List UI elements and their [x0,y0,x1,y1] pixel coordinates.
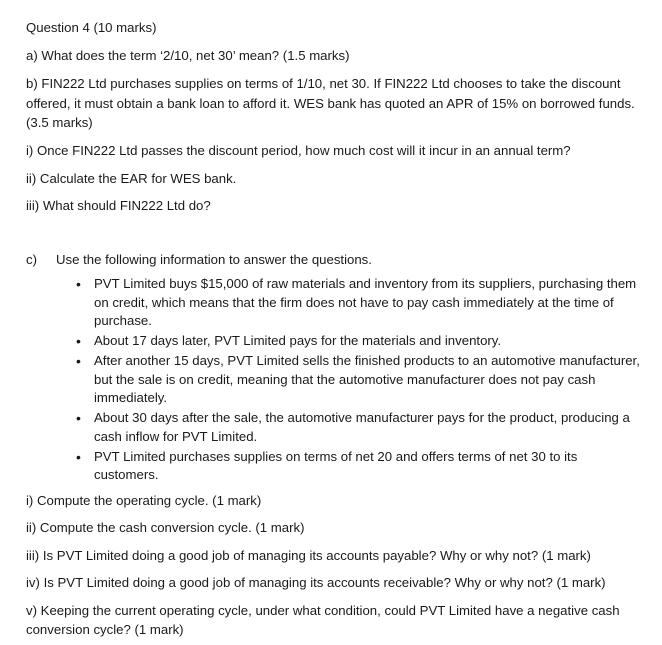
part-c-item-v: v) Keeping the current operating cycle, under what condition, could PVT Limited have a negative cash conversion cycle? (1 mark) [26,602,620,637]
part-c-item-iv: iv) Is PVT Limited doing a good job of managing its accounts receivable? Why or why not? (1 mark) [26,575,606,590]
part-c-item-i: i) Compute the operating cycle. (1 mark) [26,492,262,508]
part-c-questions [26,491,640,640]
part-c-bullet-list [26,275,640,485]
bullet-icon: • [76,448,81,465]
bullet-icon: • [76,353,81,369]
section-spacer [26,224,640,250]
bullet-icon: • [76,410,81,426]
list-item [76,409,640,446]
question-part-b: b) FIN222 Ltd purchases supplies on terms of 1/10, net 30. If FIN222 Ltd chooses to take the discount offered, it must obtain a bank loan to afford it. WES bank has quoted an APR of 15% on borrowed funds. (3.5 marks) [26,76,635,130]
list-item-text: PVT Limited purchases supplies on terms of net 20 and offers terms of net 30 to its customers. [94,448,578,482]
part-b-item-i: i) Once FIN222 Ltd passes the discount period, how much cost will it incur in an annual term? [26,143,571,158]
part-c-item-ii: ii) Compute the cash conversion cycle. (1 mark) [26,520,305,535]
part-c-label: c) [26,251,37,267]
part-b-item-iii: iii) What should FIN222 Ltd do? [26,198,211,213]
list-item-text: PVT Limited buys $15,000 of raw materials and inventory from its suppliers, purchasing them on credit, which means that the firm does not have to pay cash immediately at the time of purchase. [94,276,637,328]
question-part-a: a) What does the term ‘2/10, net 30’ mean? (1.5 marks) [26,48,350,63]
question-heading: Question 4 (10 marks) [26,20,157,35]
list-item-text: About 17 days later, PVT Limited pays for the materials and inventory. [94,333,502,348]
list-item [76,448,640,485]
bullet-icon: • [76,333,81,349]
part-c-intro-text: Use the following information to answer the questions. [56,251,372,267]
list-item [76,352,640,408]
list-item-text: About 30 days after the sale, the automotive manufacturer pays for the product, producing a cash inflow for PVT Limited. [94,410,630,444]
list-item-text: After another 15 days, PVT Limited sells the finished products to an automotive manufacturer, but the sale is on credit, meaning that the automotive manufacturer does not pay cash immediately. [94,353,640,405]
part-b-subquestions [26,141,640,216]
part-b-item-ii: ii) Calculate the EAR for WES bank. [26,170,237,186]
part-c-item-iii: iii) Is PVT Limited doing a good job of managing its accounts payable? Why or why not? (1 mark) [26,547,591,563]
list-item [76,332,640,351]
bullet-icon: • [76,276,81,292]
question-part-c-intro [26,250,640,270]
list-item [76,275,640,331]
